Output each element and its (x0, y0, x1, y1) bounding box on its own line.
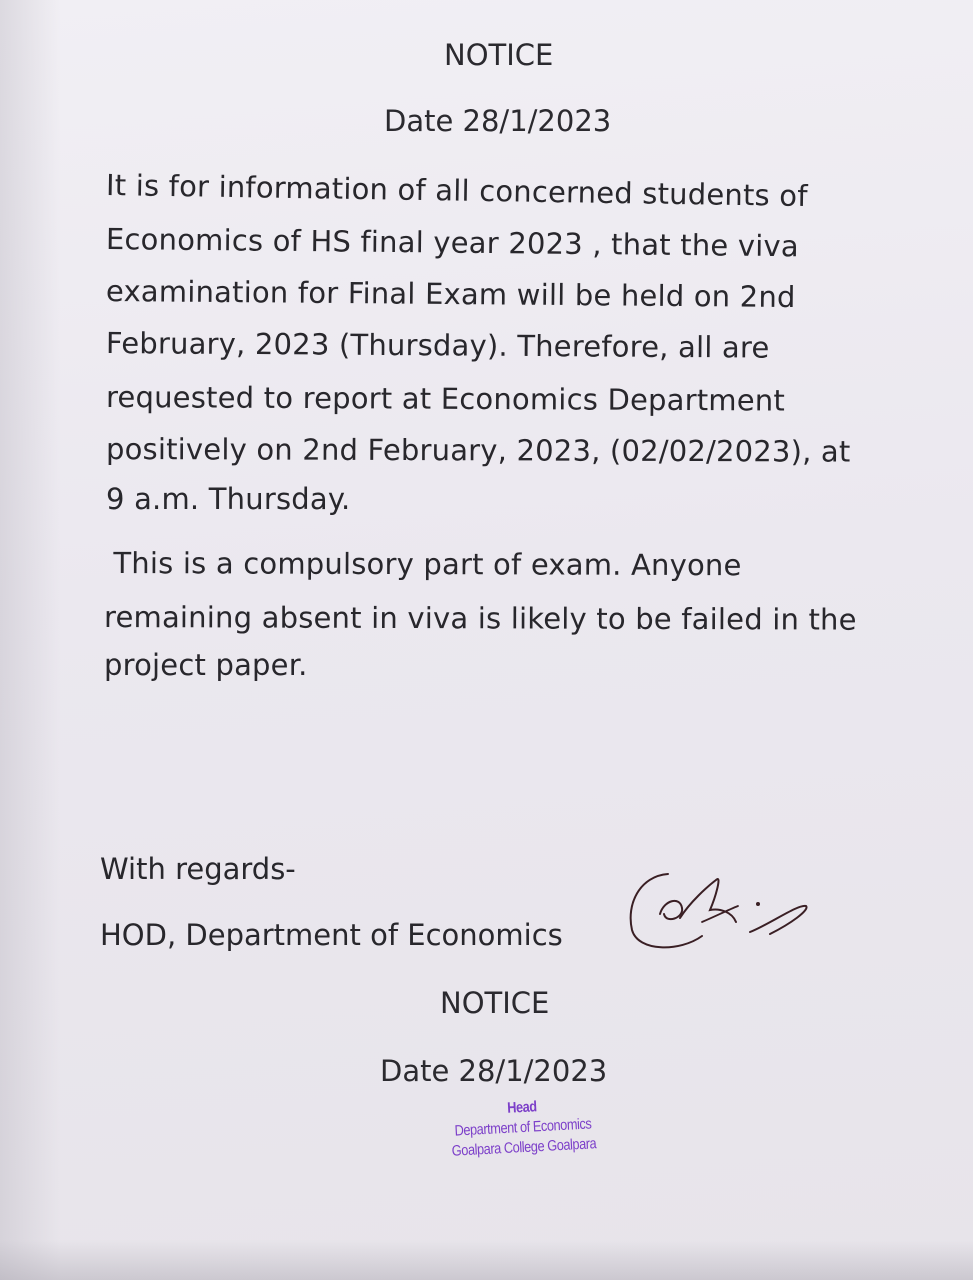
paragraph-2-line: project paper. (104, 648, 308, 682)
paragraph-1-line: Economics of HS final year 2023 , that the viva (105, 222, 799, 264)
notice-title: NOTICE (444, 38, 554, 72)
paragraph-1-line: requested to report at Economics Department (105, 380, 786, 418)
stamp-line-college: Goalpara College Goalpara (451, 1135, 597, 1160)
stamp-line-head: Head (506, 1098, 538, 1117)
repeat-notice-title: NOTICE (440, 986, 550, 1020)
paragraph-2-line: This is a compulsory part of exam. Anyone (103, 546, 742, 583)
paragraph-1-line: examination for Final Exam will be held on 2nd (105, 274, 796, 315)
department-stamp (417, 1093, 630, 1164)
paragraph-2-line: remaining absent in viva is likely to be failed in the (103, 600, 857, 637)
handwritten-signature (620, 852, 820, 962)
paragraph-1-line: February, 2023 (Thursday). Therefore, all are (105, 326, 770, 365)
signatory-text: HOD, Department of Economics (100, 918, 563, 952)
paragraph-1-line: 9 a.m. Thursday. (106, 482, 351, 516)
repeat-notice-date: Date 28/1/2023 (380, 1054, 608, 1088)
stamp-line-department: Department of Economics (454, 1115, 592, 1140)
notice-date: Date 28/1/2023 (384, 104, 612, 138)
paper-shadow-left (0, 0, 60, 1280)
paragraph-1-line: It is for information of all concerned students of (105, 168, 808, 214)
closing-text: With regards- (100, 852, 296, 886)
paper-shadow-bottom (0, 1240, 973, 1280)
paragraph-1-line: positively on 2nd February, 2023, (02/02/2023), at (105, 432, 851, 469)
